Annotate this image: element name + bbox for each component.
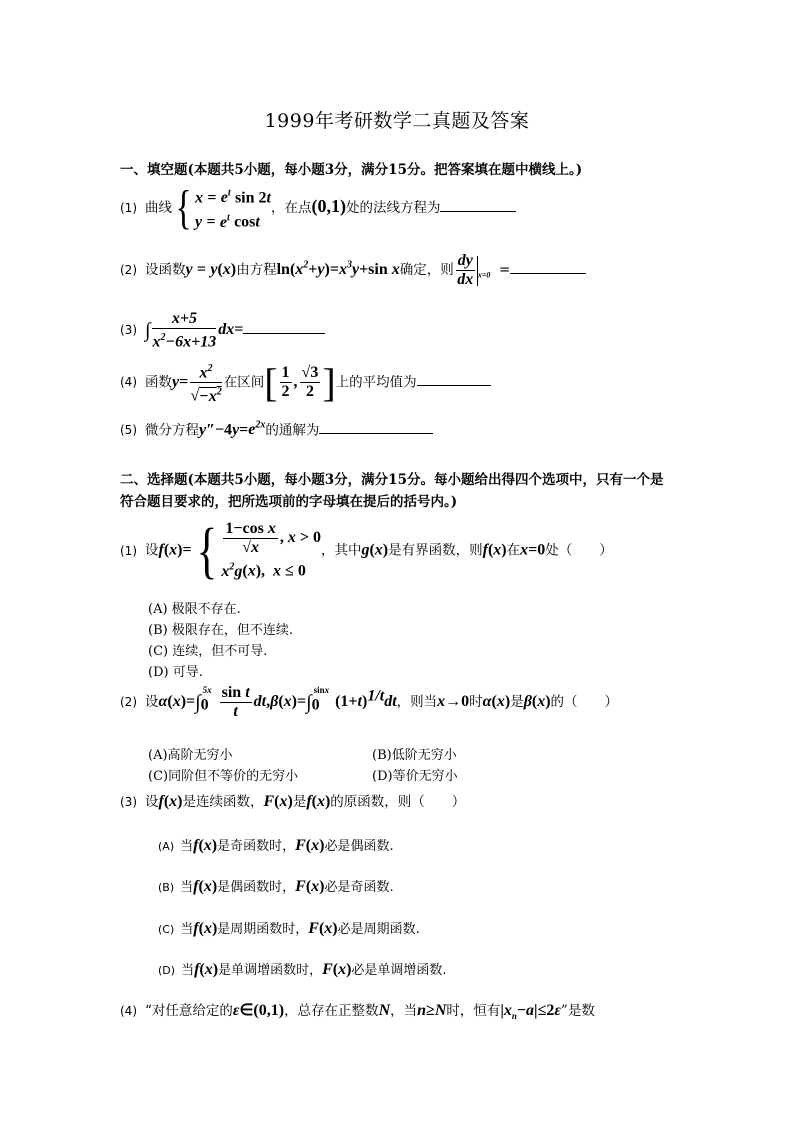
option-text: 必是偶函数. <box>324 839 394 854</box>
q-text: 处（ ） <box>545 542 613 559</box>
q-text: 的原函数，则（ ） <box>330 794 466 810</box>
s2q1-option-b[interactable]: (B) 极限存在，但不连续. <box>148 623 293 638</box>
option-text: 是奇函数时， <box>217 839 296 854</box>
q-number: (4) <box>120 1004 137 1018</box>
q-text: 在区间 <box>223 374 265 391</box>
derivative-frac: $\frac{dy}{dx}$ <box>457 252 474 288</box>
q-number: (2) <box>120 263 137 277</box>
option-text: 必是周期函数. <box>337 922 420 937</box>
q-text: 确定，则 <box>399 262 454 278</box>
q-text: 设 <box>145 542 159 559</box>
q-text: 的（ ） <box>550 694 619 710</box>
s1-question-4: (4) 函数y= $\frac{x^2}{√-x^2}$ 在区间[ $\frac{1}{2}$ , $\frac{√3}{2}$ ]上的平均值为 <box>120 360 491 406</box>
q-number: (2) <box>120 695 137 709</box>
option-text: 必是单调增函数. <box>351 963 447 978</box>
s1-question-1 <box>120 181 516 235</box>
s2-question-1: (1) 设f(x)={ $\frac{\text{1−cos x}}{√x}$ , x > 0 $x^2g(x)$, x ≤ 0，其中g(x)是有界函数，则f(x)在x=0处（ ） <box>120 517 613 585</box>
q-number: (3) <box>120 323 137 338</box>
q-text: 函数 <box>145 374 172 391</box>
q-text: ，总存在正整数 <box>284 1003 379 1019</box>
piecewise-definition: $\frac{\text{1−cos x}}{√x}$ , x > 0 $x^2g(x)$, x ≤ 0 <box>221 520 321 580</box>
s1-question-3: (3) ∫ $\frac{x+5}{x^2-6x+13}$ dx= <box>120 310 325 351</box>
option-text: 是单调增函数时， <box>218 963 323 978</box>
interval-start: $\frac{1}{2}$ <box>281 364 290 401</box>
q-text: 在 <box>506 542 521 559</box>
option-label: (B) <box>158 881 175 894</box>
left-brace: { <box>175 181 192 235</box>
q-text: 曲线 <box>145 199 172 216</box>
q-number: (1) <box>120 543 137 558</box>
q-text: 处的法线方程为 <box>345 199 441 216</box>
s1-question-2: (2) 设函数y = y(x)由方程$\ln(x^2+y)=x^3y+\sin$ x确定，则 $\frac{dy}{dx}$ $_{x=0}$ = <box>120 252 586 289</box>
s2-question-3: (3) 设f(x)是连续函数，F(x)是f(x)的原函数，则（ ） <box>120 793 466 810</box>
s2q3-option-c[interactable]: (C) 当f(x)是周期函数时，F(x)必是周期函数. <box>158 920 420 937</box>
s2q1-option-a[interactable]: (A) 极限不存在. <box>148 602 241 617</box>
s2q2-option-d[interactable]: (D)等价无穷小 <box>372 769 458 784</box>
parametric-system: $x = e^t$ sin 2t $y = e^t$ cost <box>195 188 271 231</box>
answer-blank <box>510 272 586 274</box>
s2-question-4: (4) “对任意给定的ε∈(0,1)，总存在正整数N，当n≥N时，恒有$|x_n-a|\le 2\varepsilon$”是数 <box>120 1002 595 1022</box>
option-text: 当 <box>180 880 194 895</box>
page-title: 1999年考研数学二真题及答案 <box>264 110 530 132</box>
q-number: (1) <box>120 200 137 215</box>
q-text: = <box>499 262 511 278</box>
interval-end: $\frac{√3}{2}$ <box>301 364 319 401</box>
s2q3-option-a[interactable]: (A) 当f(x)是奇函数时，F(x)必是偶函数. <box>158 837 394 854</box>
q-text: 设 <box>145 794 159 810</box>
answer-blank <box>319 432 433 434</box>
s2q1-option-c[interactable]: (C) 连续，但不可导. <box>148 644 268 659</box>
q-text: 由方程 <box>236 262 277 278</box>
s2q1-option-d[interactable]: (D) 可导. <box>148 665 203 680</box>
section1-heading: 一、填空题(本题共5小题，每小题3分，满分15分。把答案填在题中横线上。) <box>120 162 583 178</box>
q-text: ，其中 <box>320 542 362 559</box>
answer-blank <box>417 384 491 386</box>
section2-heading-1: 二、选择题(本题共5小题，每小题3分，满分15分。每小题给出得四个选项中，只有一个是 <box>120 472 664 488</box>
option-label: (A) <box>158 840 175 853</box>
option-text: 当 <box>180 839 194 854</box>
q-text: “对任意给定的 <box>145 1003 233 1019</box>
q-text: 时 <box>469 694 483 710</box>
s2q2-option-c[interactable]: (C)同阶但不等价的无穷小 <box>148 769 299 784</box>
answer-blank <box>243 332 325 334</box>
s2q3-option-d[interactable]: (D) 当f(x)是单调增函数时，F(x)必是单调增函数. <box>158 961 447 978</box>
section2-heading-2: 符合题目要求的，把所选项前的字母填在提后的括号内。) <box>120 494 458 510</box>
point-value: (0,1) <box>311 195 346 216</box>
option-text: 是偶函数时， <box>217 880 296 895</box>
q-number: (5) <box>120 423 137 438</box>
q-text: ”是数 <box>560 1003 595 1019</box>
q-text: 上的平均值为 <box>335 374 417 391</box>
function-frac: $\frac{x^2}{√-x^2}$ <box>190 360 221 406</box>
option-text: 必是奇函数. <box>324 880 394 895</box>
q-text: 时，恒有 <box>446 1003 501 1019</box>
answer-blank <box>440 210 516 212</box>
q-text: 设 <box>145 694 159 710</box>
q-text: ，当 <box>390 1003 418 1019</box>
option-label: (D) <box>158 964 176 977</box>
option-text: 是周期函数时， <box>217 922 309 937</box>
integrand-frac: $\frac{x+5}{x^2-6x+13}$ <box>152 310 217 351</box>
q-text: 是连续函数， <box>182 794 264 810</box>
s2q2-option-b[interactable]: (B)低阶无穷小 <box>372 748 457 763</box>
q-text: 是 <box>292 794 307 810</box>
s2q3-option-b[interactable]: (B) 当f(x)是偶函数时，F(x)必是奇函数. <box>158 878 394 895</box>
q-number: (4) <box>120 375 137 390</box>
q-text: 是有界函数，则 <box>388 542 483 559</box>
s2-question-2: (2) 设$\alpha(x)=\int_0^{5x}$ $\frac{\text{sin t}}{t}$ $dt,\beta(x)=\int_0^{sinx}(1+t)^{1/t}dt$，则当x→0时α(x)是β(x)的（ ） <box>120 684 619 720</box>
q-text: ，则当 <box>396 694 438 710</box>
s1-question-5: (5) 微分方程$y''-4y=e^{2x}$的通解为 <box>120 420 433 440</box>
q-number: (3) <box>120 795 137 809</box>
q-text: 设函数 <box>145 262 186 278</box>
q-text: 的通解为 <box>265 422 320 439</box>
s2q2-option-a[interactable]: (A)高阶无穷小 <box>148 748 233 763</box>
q-text: ，在点 <box>270 199 312 216</box>
q-text: 是 <box>510 694 524 710</box>
option-text: 当 <box>181 963 195 978</box>
option-text: 当 <box>180 922 194 937</box>
option-label: (C) <box>158 923 175 936</box>
q-text: 微分方程 <box>145 422 199 439</box>
